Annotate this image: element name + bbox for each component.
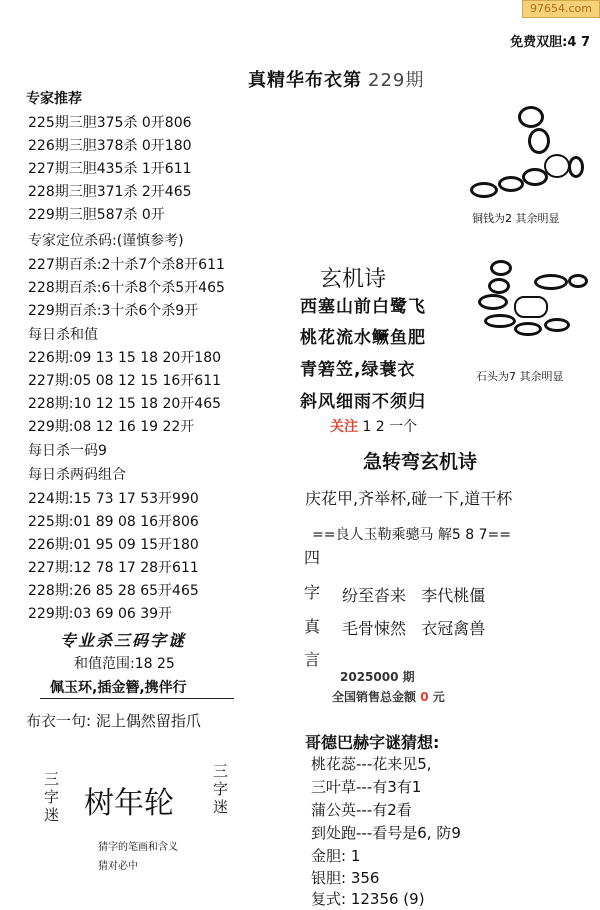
goldbach-line: 金胆: 1: [311, 847, 361, 865]
chain-link-icon: [514, 322, 542, 336]
daily-two-heading: 每日杀两码组合: [28, 467, 126, 483]
site-watermark: 97654.com: [522, 0, 600, 18]
poem-line: 斜风细雨不须归: [300, 392, 426, 412]
expert-line: 228期三胆371杀 2开465: [28, 184, 192, 200]
riddle3-phrase: 佩玉环,插金簪,携伴行: [50, 680, 187, 696]
daily-sum-line: 228期:10 12 15 18 20开465: [28, 396, 222, 412]
side-text: 三字: [213, 762, 229, 798]
turn-poem-title: 急转弯玄机诗: [363, 451, 478, 473]
expert-heading: 专家推荐: [26, 91, 82, 107]
chain-link-icon: [490, 260, 512, 276]
side-text: 迷: [213, 798, 229, 816]
follow-value: 1 2 一个: [362, 419, 418, 435]
word-riddle-side-right: [213, 762, 235, 816]
chain-link-icon: [544, 318, 570, 332]
goldbach-line: 到处跑---看号是6, 防9: [311, 824, 461, 842]
coin-chain-picture: [466, 98, 590, 208]
sales-total: [332, 688, 445, 705]
chain-link-icon: [518, 106, 544, 128]
coin-icon: [544, 154, 570, 178]
stone-chain-picture: [474, 256, 590, 360]
turn-poem-line: 庆花甲,齐举杯,碰一下,道干杯: [305, 489, 513, 508]
position-kill-line: 228期百杀:6十杀8个杀5开465: [28, 280, 225, 296]
side-text: 迷: [44, 806, 60, 824]
goldbach-title: 哥德巴赫字谜猜想:: [305, 733, 440, 752]
sales-label: 全国销售总金额: [332, 690, 417, 704]
chain-link-icon: [528, 128, 550, 154]
goldbach-line: 桃花蕊---花来见5,: [311, 755, 432, 773]
word-riddle-word: 树年轮: [84, 786, 174, 821]
position-kill-heading: 专家定位杀码:(谨慎参考): [28, 233, 184, 249]
goldbach-line: 三叶草---有3有1: [311, 778, 422, 796]
four-word-vertical: 字: [304, 583, 321, 602]
expert-line: 229期三胆587杀 0开: [28, 207, 165, 223]
sales-unit: 元: [432, 690, 445, 704]
chain-link-icon: [470, 182, 498, 198]
daily-one-code: 每日杀一码9: [28, 443, 107, 459]
poem-line: 桃花流水鳜鱼肥: [300, 328, 426, 348]
daily-two-line: 224期:15 73 17 53开990: [28, 491, 199, 507]
position-kill-line: 227期百杀:2十杀7个杀8开611: [28, 257, 225, 273]
title-main: 真精华布衣第: [248, 70, 362, 91]
stone-icon: [514, 296, 548, 318]
daily-two-line: 229期:03 69 06 39开: [28, 606, 173, 622]
poem-line: 西塞山前白鹭飞: [300, 297, 426, 317]
poem-line: 青箬笠,绿蓑衣: [300, 360, 416, 380]
daily-sum-line: 229期:08 12 16 19 22开: [28, 419, 195, 435]
goldbach-line: 复式: 12356 (9): [311, 890, 425, 908]
chain-link-icon: [488, 278, 510, 294]
riddle3-range: 和值范围:18 25: [74, 656, 175, 672]
chain-link-icon: [568, 156, 584, 178]
riddle3-heading: 专业杀三码字谜: [60, 631, 187, 650]
word-riddle-side-left: [44, 770, 64, 824]
four-word-vertical: 真: [304, 617, 321, 636]
divider-line: [40, 698, 234, 699]
poem-title: 玄机诗: [320, 267, 387, 292]
buyi-sentence: 布衣一句: 泥上偶然留指爪: [26, 712, 201, 730]
chain-link-icon: [534, 274, 568, 290]
stone-caption: 石头为7 其余明显: [476, 370, 564, 383]
four-word-vertical: 言: [304, 650, 321, 669]
four-word-row: 毛骨悚然 衣冠禽兽: [342, 619, 486, 638]
follow-label: 关注: [330, 419, 358, 435]
daily-sum-line: 227期:05 08 12 15 16开611: [28, 373, 222, 389]
word-riddle-hint: 猜字的笔画和含义: [98, 842, 178, 853]
daily-two-line: 225期:01 89 08 16开806: [28, 514, 199, 530]
expert-line: 227期三胆435杀 1开611: [28, 161, 192, 177]
chain-link-icon: [478, 294, 508, 310]
sales-amount: 0: [420, 690, 429, 704]
poem-follow: [330, 416, 417, 436]
daily-two-line: 228期:26 85 28 65开465: [28, 583, 199, 599]
daily-sum-heading: 每日杀和值: [28, 327, 98, 343]
chain-link-icon: [522, 168, 548, 186]
title-issue: 229期: [368, 70, 425, 91]
word-riddle-hint: 猜对必中: [98, 861, 138, 872]
four-word-vertical: 四: [304, 548, 321, 567]
coin-caption: 铜钱为2 其余明显: [472, 212, 560, 225]
daily-sum-line: 226期:09 13 15 18 20开180: [28, 350, 222, 366]
four-word-row: 纷至沓来 李代桃僵: [342, 586, 486, 605]
goldbach-line: 蒲公英---有2看: [311, 801, 412, 819]
chain-link-icon: [568, 274, 588, 288]
expert-line: 225期三胆375杀 0开806: [28, 115, 192, 131]
position-kill-line: 229期百杀:3十杀6个杀9开: [28, 303, 199, 319]
chain-link-icon: [484, 314, 516, 328]
chain-link-icon: [498, 176, 524, 192]
goldbach-line: 银胆: 356: [311, 869, 380, 887]
turn-poem-solution: ==良人玉勒乘骢马 解5 8 7==: [312, 527, 511, 543]
daily-two-line: 226期:01 95 09 15开180: [28, 537, 199, 553]
free-double-pick: 免费双胆:4 7: [510, 35, 590, 50]
sales-issue: 2025000 期: [340, 670, 415, 684]
daily-two-line: 227期:12 78 17 28开611: [28, 560, 199, 576]
page-title: [248, 66, 424, 92]
expert-line: 226期三胆378杀 0开180: [28, 138, 192, 154]
side-text: 三字: [44, 770, 60, 806]
